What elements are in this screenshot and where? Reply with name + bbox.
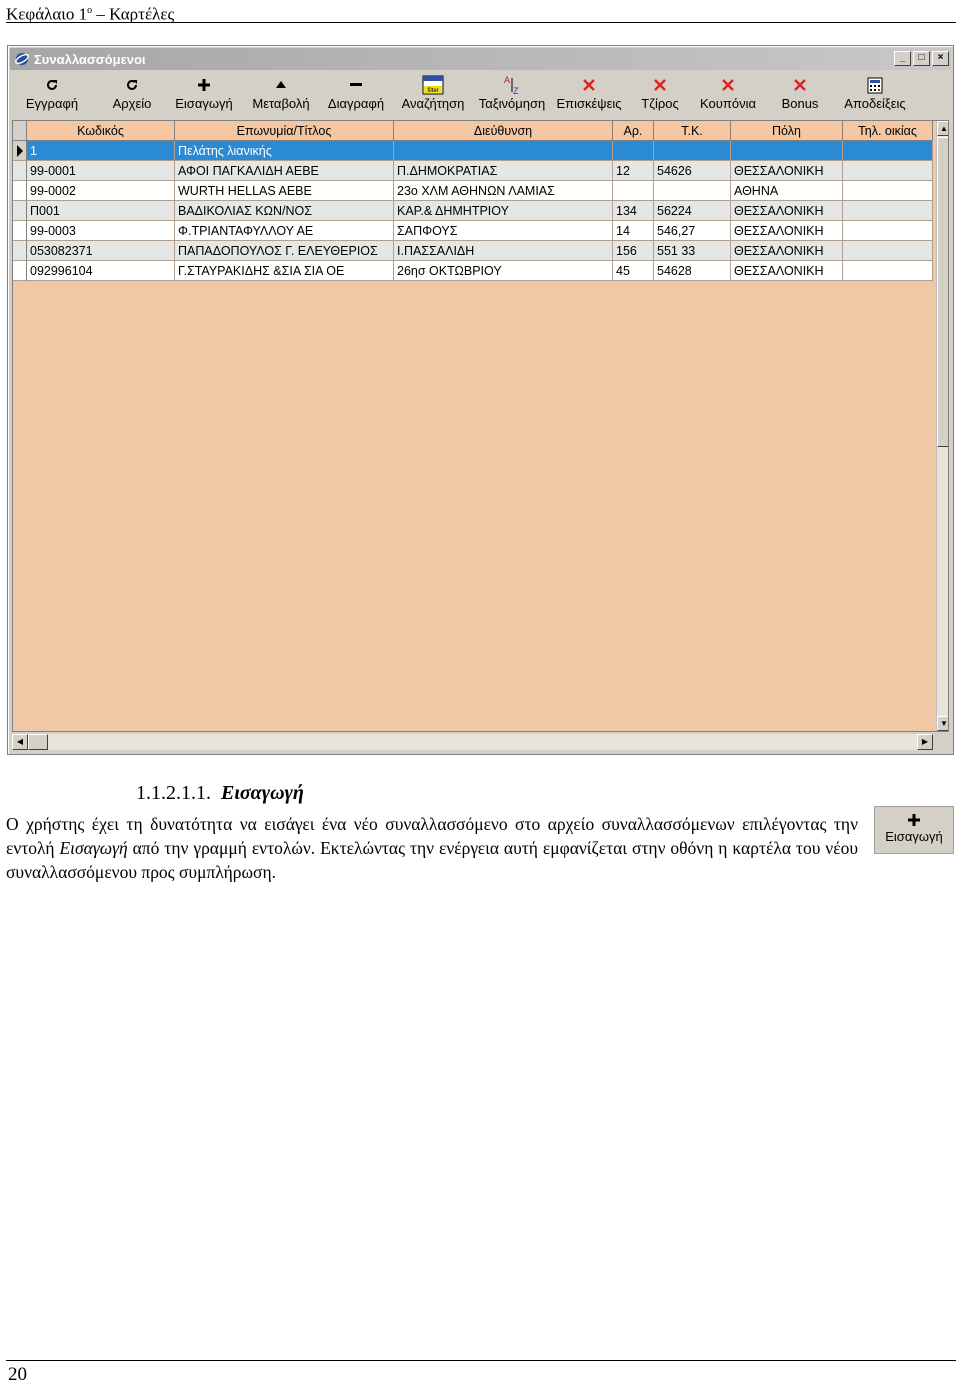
row-indicator <box>13 141 27 161</box>
cell-number[interactable]: 134 <box>613 201 654 221</box>
table-row[interactable] <box>13 161 933 181</box>
app-icon <box>14 51 30 67</box>
cell-address[interactable]: 26ησ ΟΚΤΩΒΡΙΟΥ <box>394 261 613 281</box>
cell-home-phone[interactable] <box>843 141 933 161</box>
cell-name[interactable]: Γ.ΣΤΑΥΡΑΚΙΔΗΣ &ΣΙΑ ΣΙΑ ΟΕ <box>175 261 394 281</box>
cell-name[interactable]: Πελάτης λιανικής <box>175 141 394 161</box>
cell-address[interactable]: ΣΑΠΦΟΥΣ <box>394 221 613 241</box>
cell-home-phone[interactable] <box>843 201 933 221</box>
cell-name[interactable]: Φ.ΤΡΙΑΝΤΑΦΥΛΛΟΥ ΑΕ <box>175 221 394 241</box>
cell-number[interactable] <box>613 181 654 201</box>
filter-icon <box>396 74 470 96</box>
svg-text:filter: filter <box>427 88 439 94</box>
svg-text:A: A <box>504 75 511 85</box>
horizontal-scrollbar[interactable] <box>12 734 933 750</box>
cell-city[interactable] <box>731 141 843 161</box>
cell-city[interactable]: ΘΕΣΣΑΛΟΝΙΚΗ <box>731 221 843 241</box>
header-chapter: Κεφάλαιο 1 <box>6 4 88 24</box>
minimize-button[interactable]: _ <box>894 51 911 66</box>
toolbar-label: Εγγραφή <box>25 96 79 111</box>
cell-number[interactable]: 45 <box>613 261 654 281</box>
cell-city[interactable]: ΘΕΣΣΑΛΟΝΙΚΗ <box>731 261 843 281</box>
column-header-address[interactable]: Διεύθυνση <box>394 121 613 141</box>
row-indicator <box>13 181 27 201</box>
cell-postal-code[interactable] <box>654 141 731 161</box>
scroll-up-icon[interactable]: ▲ <box>937 121 949 136</box>
column-header-home-phone[interactable]: Τηλ. οικίας <box>843 121 933 141</box>
cell-home-phone[interactable] <box>843 221 933 241</box>
red-x-icon <box>772 74 828 96</box>
row-indicator <box>13 261 27 281</box>
plus-icon <box>875 807 953 829</box>
cell-code[interactable]: 1 <box>27 141 175 161</box>
toolbar-label: Επισκέψεις <box>556 96 622 111</box>
current-row-arrow-icon <box>15 144 25 158</box>
cell-postal-code[interactable]: 54628 <box>654 261 731 281</box>
close-button[interactable]: × <box>932 51 949 66</box>
toolbar-label: Εισαγωγή <box>175 96 233 111</box>
vertical-scroll-thumb[interactable] <box>937 137 949 447</box>
cell-address[interactable]: Ι.ΠΑΣΣΑΛΙΔΗ <box>394 241 613 261</box>
row-indicator <box>13 241 27 261</box>
cell-address[interactable]: 23o ΧΛΜ ΑΘΗΝΩΝ ΛΑΜΙΑΣ <box>394 181 613 201</box>
table-row[interactable] <box>13 201 933 221</box>
window-titlebar[interactable] <box>10 48 951 70</box>
cell-postal-code[interactable]: 56224 <box>654 201 731 221</box>
red-x-icon <box>696 74 760 96</box>
toolbar-label: Κουπόνια <box>700 96 756 111</box>
cell-number[interactable]: 156 <box>613 241 654 261</box>
table-row[interactable] <box>13 181 933 201</box>
scroll-right-icon[interactable]: ▶ <box>917 734 933 750</box>
calculator-icon <box>838 74 912 96</box>
cell-home-phone[interactable] <box>843 181 933 201</box>
toolbar-label: Αποδείξεις <box>844 96 906 111</box>
refresh-icon <box>94 74 170 96</box>
section-title: Εισαγωγή <box>221 782 304 804</box>
cell-city[interactable]: ΘΕΣΣΑΛΟΝΙΚΗ <box>731 241 843 261</box>
cell-address[interactable]: ΚΑΡ.& ΔΗΜΗΤΡΙΟΥ <box>394 201 613 221</box>
grid-header-row <box>13 121 933 141</box>
toolbar-label: Bonus <box>781 96 819 111</box>
toolbar-label: Αναζήτηση <box>401 96 465 111</box>
row-indicator <box>13 201 27 221</box>
cell-number[interactable]: 12 <box>613 161 654 181</box>
table-row[interactable] <box>13 261 933 281</box>
table-row[interactable] <box>13 141 933 161</box>
toolbar-button-turnover[interactable] <box>630 74 690 118</box>
toolbar-button-record[interactable] <box>14 74 90 118</box>
cell-postal-code[interactable] <box>654 181 731 201</box>
row-indicator-header <box>13 121 27 141</box>
toolbar-button-receipts[interactable] <box>838 74 912 118</box>
paragraph-part2: από την γραμμή εντολών. Εκτελώντας την ενέργεια αυτή εμφανίζεται στην οθόνη η καρτέλα του νέου συναλλασσόμενου προς συμπλήρωση. <box>6 838 858 882</box>
window-title: Συναλλασσόμενοι <box>34 51 146 67</box>
scroll-down-icon[interactable]: ▼ <box>937 716 949 731</box>
refresh-icon <box>14 74 90 96</box>
toolbar <box>12 74 949 118</box>
cell-name[interactable]: ΑΦΟΙ ΠΑΓΚΑΛΙΔΗ ΑΕΒΕ <box>175 161 394 181</box>
cell-code[interactable]: 053082371 <box>27 241 175 261</box>
cell-code[interactable]: Π001 <box>27 201 175 221</box>
cell-postal-code[interactable]: 54626 <box>654 161 731 181</box>
cell-code[interactable]: 99-0003 <box>27 221 175 241</box>
cell-city[interactable]: ΘΕΣΣΑΛΟΝΙΚΗ <box>731 161 843 181</box>
toolbar-button-visits[interactable] <box>554 74 624 118</box>
cell-code[interactable]: 99-0001 <box>27 161 175 181</box>
toolbar-button-insert[interactable] <box>170 74 238 118</box>
cell-code[interactable]: 092996104 <box>27 261 175 281</box>
page-number: 20 <box>8 1364 27 1385</box>
toolbar-button-bonus[interactable] <box>772 74 828 118</box>
customers-window <box>7 45 954 755</box>
toolbar-button-delete[interactable] <box>320 74 392 118</box>
column-header-number[interactable]: Αρ. <box>613 121 654 141</box>
toolbar-button-search[interactable] <box>396 74 470 118</box>
toolbar-button-coupons[interactable] <box>696 74 760 118</box>
cell-number[interactable] <box>613 141 654 161</box>
cell-code[interactable]: 99-0002 <box>27 181 175 201</box>
column-header-postal-code[interactable]: Τ.Κ. <box>654 121 731 141</box>
cell-address[interactable] <box>394 141 613 161</box>
plus-icon <box>170 74 238 96</box>
section-heading <box>136 780 304 806</box>
cell-name[interactable]: WURTH HELLAS AEBE <box>175 181 394 201</box>
horizontal-scroll-thumb[interactable] <box>28 734 48 750</box>
column-header-name[interactable]: Επωνυμία/Τίτλος <box>175 121 394 141</box>
cell-city[interactable]: ΘΕΣΣΑΛΟΝΙΚΗ <box>731 201 843 221</box>
toolbar-label: Μεταβολή <box>252 96 310 111</box>
triangle-up-icon <box>246 74 316 96</box>
toolbar-label: Τζίρος <box>641 96 679 111</box>
svg-text:Z: Z <box>513 86 519 96</box>
header-rest: – Καρτέλες <box>92 4 175 24</box>
insert-button-illustration <box>874 806 954 854</box>
row-indicator <box>13 161 27 181</box>
cell-home-phone[interactable] <box>843 261 933 281</box>
cell-number[interactable]: 14 <box>613 221 654 241</box>
header-superscript: ο <box>87 5 93 16</box>
toolbar-label: Ταξινόμηση <box>478 96 546 111</box>
table-row[interactable] <box>13 241 933 261</box>
column-header-city[interactable]: Πόλη <box>731 121 843 141</box>
footer-divider <box>6 1360 956 1361</box>
column-header-code[interactable]: Κωδικός <box>27 121 175 141</box>
scroll-left-icon[interactable]: ◀ <box>12 734 28 750</box>
vertical-scrollbar[interactable] <box>936 121 949 732</box>
cell-name[interactable]: ΒΑΔΙΚΟΛΙΑΣ ΚΩΝ/ΝΟΣ <box>175 201 394 221</box>
cell-home-phone[interactable] <box>843 241 933 261</box>
cell-city[interactable]: ΑΘΗΝΑ <box>731 181 843 201</box>
minus-icon <box>320 74 392 96</box>
row-indicator <box>13 221 27 241</box>
paragraph-emphasis: Εισαγωγή <box>59 838 128 858</box>
sort-az-icon <box>474 74 550 96</box>
toolbar-label: Διαγραφή <box>327 96 385 111</box>
maximize-button[interactable]: □ <box>913 51 930 66</box>
insert-button-label: Εισαγωγή <box>885 829 943 844</box>
cell-postal-code[interactable]: 546,27 <box>654 221 731 241</box>
cell-home-phone[interactable] <box>843 161 933 181</box>
toolbar-button-modify[interactable] <box>246 74 316 118</box>
table-row[interactable] <box>13 221 933 241</box>
body-paragraph <box>6 812 858 884</box>
toolbar-button-sort[interactable] <box>474 74 550 118</box>
red-x-icon <box>554 74 624 96</box>
toolbar-label: Αρχείο <box>112 96 152 111</box>
paragraph-part1: Ο χρήστης έχει τη δυνατότητα να εισάγει ένα νέο συναλλασσόμενο στο αρχείο συναλλασσόμενων επιλέγοντας την εντολή <box>6 814 858 858</box>
cell-address[interactable]: Π.ΔΗΜΟΚΡΑΤΙΑΣ <box>394 161 613 181</box>
red-x-icon <box>630 74 690 96</box>
cell-postal-code[interactable]: 551 33 <box>654 241 731 261</box>
page-header <box>6 0 956 23</box>
customers-grid[interactable] <box>12 120 949 732</box>
toolbar-button-file[interactable] <box>94 74 170 118</box>
section-number: 1.1.2.1.1. <box>136 782 211 804</box>
cell-name[interactable]: ΠΑΠΑΔΟΠΟΥΛΟΣ Γ. ΕΛΕΥΘΕΡΙΟΣ <box>175 241 394 261</box>
